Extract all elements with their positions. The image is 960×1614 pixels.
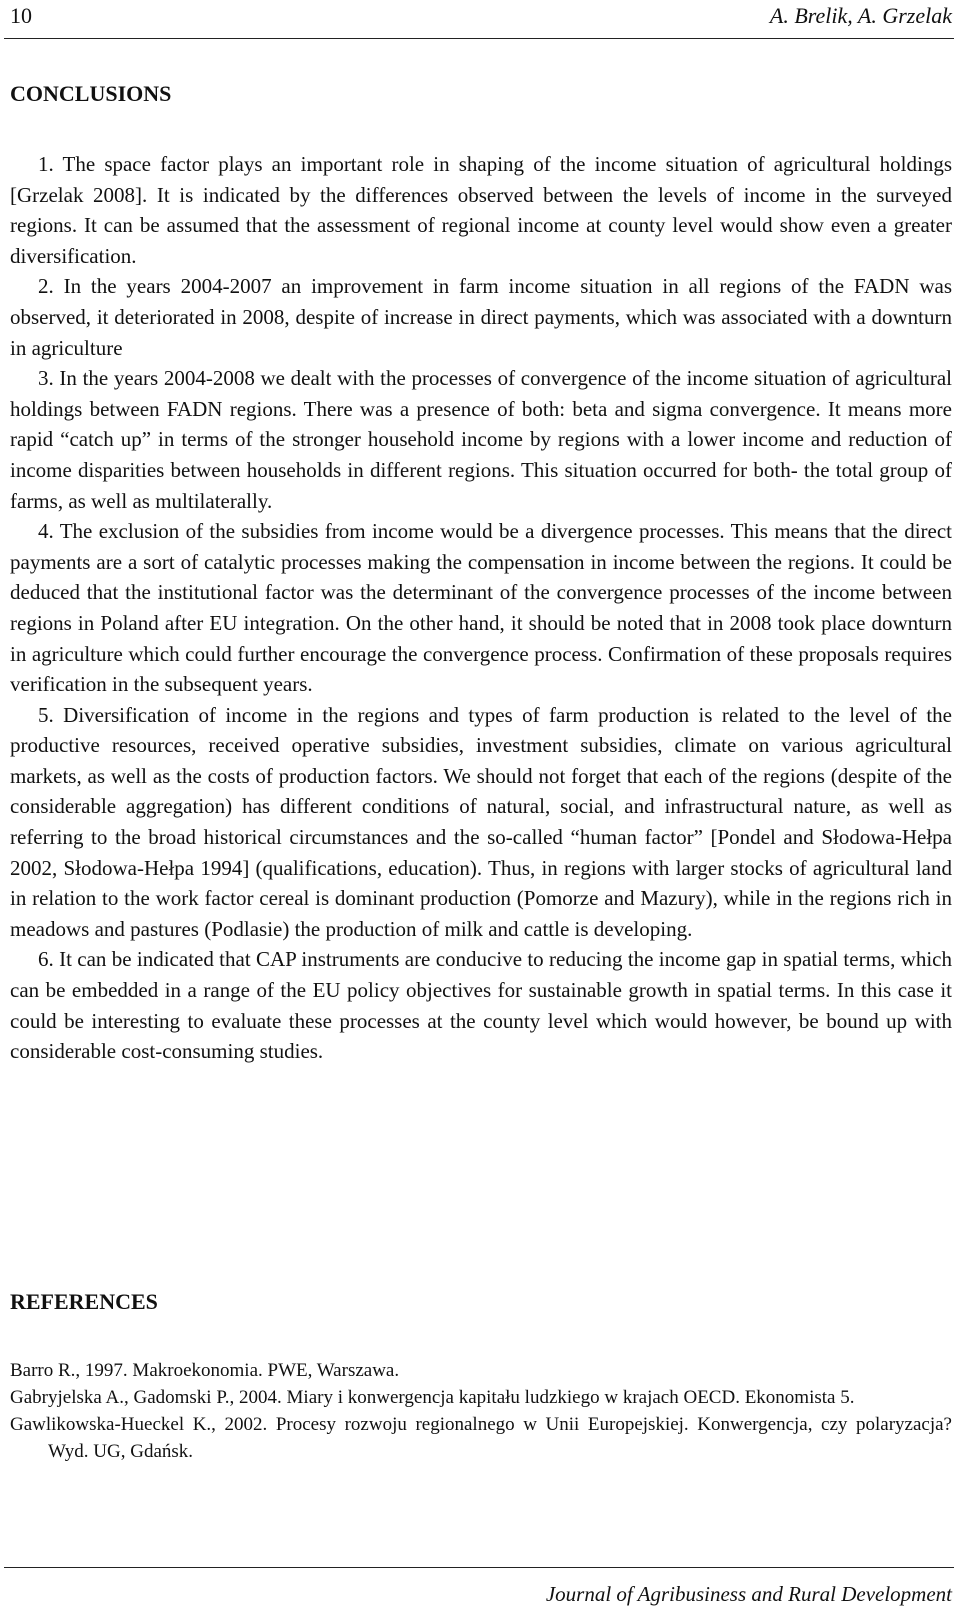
conclusions-heading: CONCLUSIONS — [10, 81, 172, 106]
conclusion-paragraph-1: 1. The space factor plays an important role in shaping of the income situation of agricultural holdings [Grzelak 2008]. It is indicated by the differences observed between the levels of income in the surveyed regions. It can be assumed that the assessment of regional income at county level would show even a greater diversification. — [10, 152, 952, 268]
conclusion-paragraph-6: 6. It can be indicated that CAP instruments are conducive to reducing the income gap in spatial terms, which can be embedded in a range of the EU policy objectives for sustainable growth in spatial terms. In this case it could be interesting to evaluate these processes at the county level which would however, be bound up with considerable cost-consuming studies. — [10, 947, 952, 1064]
reference-item: Barro R., 1997. Makroekonomia. PWE, Warszawa. — [10, 1360, 400, 1381]
running-authors: A. Brelik, A. Grzelak — [769, 3, 952, 28]
references-heading: REFERENCES — [10, 1289, 158, 1314]
references-list — [10, 1357, 952, 1465]
conclusion-paragraph-3: 3. In the years 2004-2008 we dealt with the processes of convergence of the income situation of agricultural holdings between FADN regions. There was a presence of both: beta and sigma convergence. It means more rapid “catch up” in terms of the stronger household income by regions with a lower income and reduction of income disparities between households in different regions. This situation occurred for both- the total group of farms, as well as multilaterally. — [10, 366, 952, 513]
conclusions-body — [10, 149, 952, 1067]
reference-item: Gawlikowska-Hueckel K., 2002. Procesy rozwoju regionalnego w Unii Europejskiej. Konwergencja, czy polaryzacja? Wyd. UG, Gdańsk. — [10, 1414, 952, 1462]
conclusion-paragraph-2: 2. In the years 2004-2007 an improvement in farm income situation in all regions of the FADN was observed, it deteriorated in 2008, despite of increase in direct payments, which was associated with a downturn in agriculture — [10, 274, 952, 360]
journal-footer: Journal of Agribusiness and Rural Development — [545, 1582, 952, 1606]
page-number: 10 — [10, 3, 32, 28]
reference-item: Gabryjelska A., Gadomski P., 2004. Miary i konwergencja kapitału ludzkiego w krajach OECD. Ekonomista 5. — [10, 1387, 855, 1408]
footer-rule — [4, 1567, 954, 1568]
conclusion-paragraph-4: 4. The exclusion of the subsidies from income would be a divergence processes. This means that the direct payments are a sort of catalytic processes making the compensation in income between the regions. It could be deduced that the institutional factor was the determinant of the convergence processes of the income between regions in Poland after EU integration. On the other hand, it should be noted that in 2008 took place downturn in agriculture which could further encourage the convergence process. Confirmation of these proposals requires verification in the subsequent years. — [10, 519, 952, 697]
conclusion-paragraph-5: 5. Diversification of income in the regions and types of farm production is related to the level of the productive resources, received operative subsidies, investment subsidies, climate on various agricultural markets, as well as the costs of production factors. We should not forget that each of the regions (despite of the considerable aggregation) has different conditions of natural, social, and infrastructural nature, as well as referring to the broad historical circumstances and the so-called “human factor” [Pondel and Słodowa-Hełpa 2002, Słodowa-Hełpa 1994] (qualifications, education). Thus, in regions with larger stocks of agricultural land in relation to the work factor cereal is dominant production (Pomorze and Mazury), while in the regions rich in meadows and pastures (Podlasie) the production of milk and cattle is developing. — [10, 702, 952, 941]
page-header — [10, 2, 952, 34]
header-rule — [4, 38, 954, 39]
